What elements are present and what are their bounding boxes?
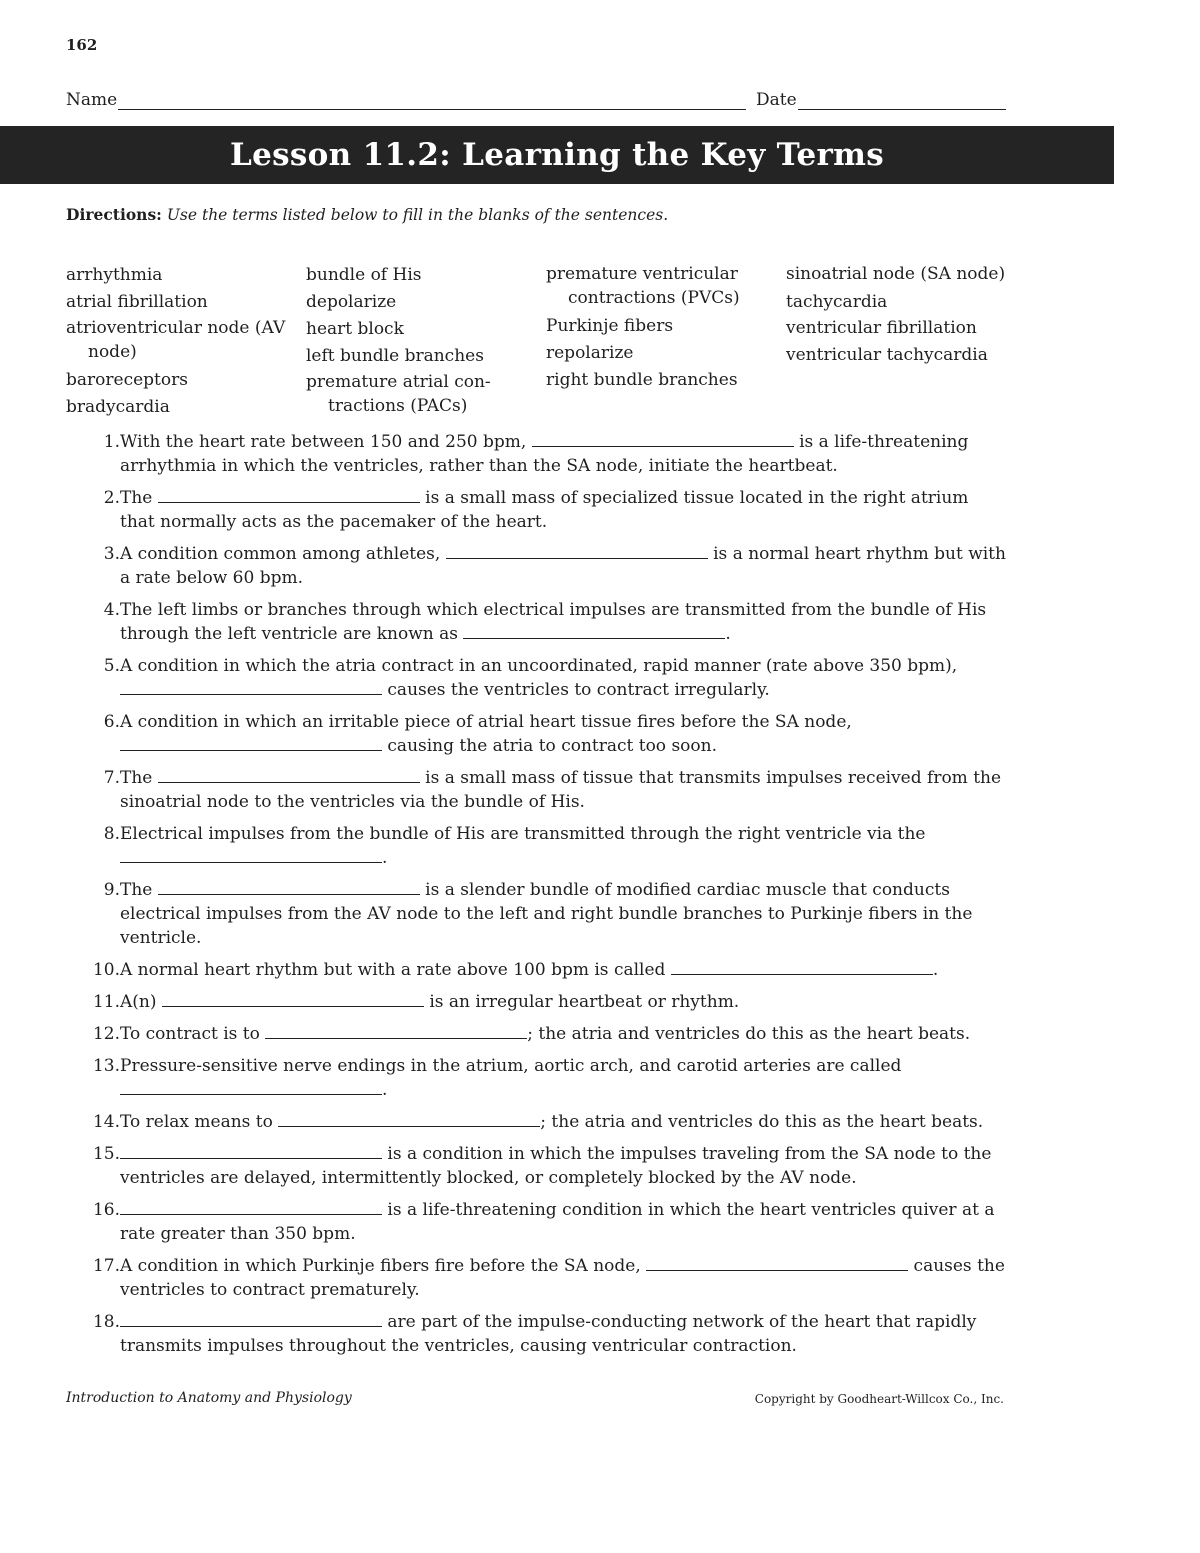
answer-blank[interactable]: [158, 878, 420, 895]
page-number: 162: [66, 36, 98, 54]
question-number: 8.: [103, 824, 120, 844]
date-label: Date: [756, 90, 797, 110]
question-text-before: A(n): [120, 992, 157, 1012]
question-text-after: is a life-threatening arrhythmia in which the ventricles, rather than the SA node, initiate the heartbeat.: [120, 432, 969, 476]
question-number: 18.: [92, 1312, 120, 1332]
question-text-after: is a small mass of specialized tissue located in the right atrium that normally acts as the pacemaker of the heart.: [120, 488, 969, 532]
answer-blank[interactable]: [463, 622, 725, 639]
question-text-after: .: [932, 960, 939, 980]
question-number: 11.: [92, 992, 120, 1012]
term-list: [66, 262, 1026, 421]
question-text-after: is an irregular heartbeat or rhythm.: [429, 992, 740, 1012]
question-item: [66, 430, 1006, 478]
question-item: [66, 990, 1006, 1014]
question-text-before: Pressure-sensitive nerve endings in the atrium, aortic arch, and carotid arteries are called: [120, 1056, 902, 1076]
question-list: [66, 430, 1006, 1366]
answer-blank[interactable]: [120, 1142, 382, 1159]
question-text-after: .: [382, 848, 388, 868]
term-item: premature atrial con-tractions (PACs): [306, 372, 491, 416]
term-item: right bundle branches: [546, 370, 738, 390]
term-item: atrioventricular node (AV node): [66, 318, 286, 362]
question-number: 3.: [103, 544, 120, 564]
term-item: bradycardia: [66, 397, 170, 417]
answer-blank[interactable]: [162, 990, 424, 1007]
answer-blank[interactable]: [158, 486, 420, 503]
question-text-before: The: [120, 768, 153, 788]
question-text-after: are part of the impulse-conducting network of the heart that rapidly transmits impulses throughout the ventricles, causing ventricular contraction.: [120, 1312, 977, 1356]
question-text-before: Electrical impulses from the bundle of His are transmitted through the right ventricle via the: [120, 824, 926, 844]
question-text-after: causes the ventricles to contract irregularly.: [387, 680, 770, 700]
question-text-before: The left limbs or branches through which electrical impulses are transmitted from the bundle of His through the left ventricle are known as: [120, 600, 987, 644]
term-item: arrhythmia: [66, 265, 163, 285]
question-item: [66, 1310, 1006, 1358]
question-text-after: causing the atria to contract too soon.: [387, 736, 717, 756]
name-field[interactable]: [118, 109, 746, 110]
question-text-after: is a condition in which the impulses traveling from the SA node to the ventricles are delayed, intermittently blocked, or completely blocked by the AV node.: [120, 1144, 992, 1188]
answer-blank[interactable]: [446, 542, 708, 559]
term-item: baroreceptors: [66, 370, 188, 390]
question-text-before: To relax means to: [120, 1112, 273, 1132]
lesson-title: Lesson 11.2: Learning the Key Terms: [230, 137, 884, 173]
question-number: 5.: [103, 656, 120, 676]
question-text-before: With the heart rate between 150 and 250 bpm,: [120, 432, 527, 452]
name-date-header: [66, 90, 1006, 114]
answer-blank[interactable]: [532, 430, 794, 447]
question-item: [66, 654, 1006, 702]
directions-text: Use the terms listed below to fill in the blanks of the sentences.: [166, 206, 669, 224]
question-number: 2.: [103, 488, 120, 508]
question-item: [66, 486, 1006, 534]
footer-book-title: Introduction to Anatomy and Physiology: [66, 1390, 352, 1406]
answer-blank[interactable]: [120, 1310, 382, 1327]
answer-blank[interactable]: [265, 1022, 527, 1039]
answer-blank[interactable]: [671, 958, 933, 975]
question-text-after: ; the atria and ventricles do this as the heart beats.: [527, 1024, 971, 1044]
answer-blank[interactable]: [278, 1110, 540, 1127]
question-text-after: is a small mass of tissue that transmits impulses received from the sinoatrial node to the ventricles via the bundle of His.: [120, 768, 1002, 812]
question-text-before: The: [120, 488, 153, 508]
term-item: depolarize: [306, 292, 397, 312]
question-text-after: .: [725, 624, 731, 644]
term-item: left bundle branches: [306, 346, 484, 366]
question-number: 16.: [92, 1200, 120, 1220]
footer-copyright: Copyright by Goodheart-Willcox Co., Inc.: [754, 1392, 1004, 1406]
term-item: sinoatrial node (SA node): [786, 264, 1006, 284]
question-item: [66, 598, 1006, 646]
term-item: premature ventricular contractions (PVCs): [546, 264, 740, 308]
question-text-after: is a life-threatening condition in which the heart ventricles quiver at a rate greater than 350 bpm.: [120, 1200, 995, 1244]
name-label: Name: [66, 90, 118, 110]
term-column: [786, 262, 1026, 421]
question-number: 15.: [92, 1144, 120, 1164]
directions: [66, 205, 668, 224]
term-item: tachycardia: [786, 292, 888, 312]
question-number: 14.: [92, 1112, 120, 1132]
lesson-title-bar: [0, 126, 1114, 184]
question-text-before: To contract is to: [120, 1024, 260, 1044]
question-item: [66, 822, 1006, 870]
question-text-before: A normal heart rhythm but with a rate above 100 bpm is called: [120, 960, 666, 980]
question-text-before: The: [120, 880, 153, 900]
answer-blank[interactable]: [120, 734, 382, 751]
question-item: [66, 1142, 1006, 1190]
answer-blank[interactable]: [120, 1078, 382, 1095]
question-number: 9.: [103, 880, 120, 900]
answer-blank[interactable]: [158, 766, 420, 783]
answer-blank[interactable]: [120, 678, 382, 695]
question-item: [66, 710, 1006, 758]
question-text-before: A condition common among athletes,: [120, 544, 441, 564]
answer-blank[interactable]: [646, 1254, 908, 1271]
term-column: [66, 262, 306, 421]
term-item: Purkinje fibers: [546, 316, 674, 336]
question-text-after: ; the atria and ventricles do this as the heart beats.: [540, 1112, 984, 1132]
directions-label: Directions:: [66, 205, 162, 224]
term-column: [306, 262, 546, 421]
question-number: 7.: [103, 768, 120, 788]
term-item: ventricular tachycardia: [786, 345, 988, 365]
term-item: atrial fibrillation: [66, 292, 208, 312]
question-item: [66, 766, 1006, 814]
question-number: 10.: [92, 960, 120, 980]
question-number: 12.: [92, 1024, 120, 1044]
question-item: [66, 542, 1006, 590]
question-item: [66, 1254, 1006, 1302]
question-item: [66, 1022, 1006, 1046]
question-text-after: is a normal heart rhythm but with a rate below 60 bpm.: [120, 544, 1006, 588]
question-item: [66, 958, 1006, 982]
question-text-after: .: [382, 1080, 388, 1100]
question-number: 1.: [103, 432, 120, 452]
term-column: [546, 262, 786, 421]
question-item: [66, 1198, 1006, 1246]
date-field[interactable]: [798, 109, 1006, 110]
question-number: 17.: [92, 1256, 120, 1276]
answer-blank[interactable]: [120, 846, 382, 863]
term-item: ventricular fibrillation: [786, 318, 977, 338]
question-item: [66, 1054, 1006, 1102]
question-item: [66, 878, 1006, 950]
question-number: 6.: [103, 712, 120, 732]
question-number: 13.: [92, 1056, 120, 1076]
question-text-before: A condition in which the atria contract in an uncoordinated, rapid manner (rate above 350 bpm),: [120, 656, 958, 676]
term-item: bundle of His: [306, 265, 422, 285]
question-item: [66, 1110, 1006, 1134]
term-item: heart block: [306, 319, 404, 339]
question-text-before: A condition in which Purkinje fibers fire before the SA node,: [120, 1256, 641, 1276]
question-text-after: is a slender bundle of modified cardiac muscle that conducts electrical impulses from the AV node to the left and right bundle branches to Purkinje fibers in the ventricle.: [120, 880, 973, 948]
question-text-after: causes the ventricles to contract prematurely.: [120, 1256, 1005, 1300]
question-text-before: A condition in which an irritable piece of atrial heart tissue fires before the SA node,: [120, 712, 852, 732]
answer-blank[interactable]: [120, 1198, 382, 1215]
term-item: repolarize: [546, 343, 634, 363]
question-number: 4.: [103, 600, 120, 620]
